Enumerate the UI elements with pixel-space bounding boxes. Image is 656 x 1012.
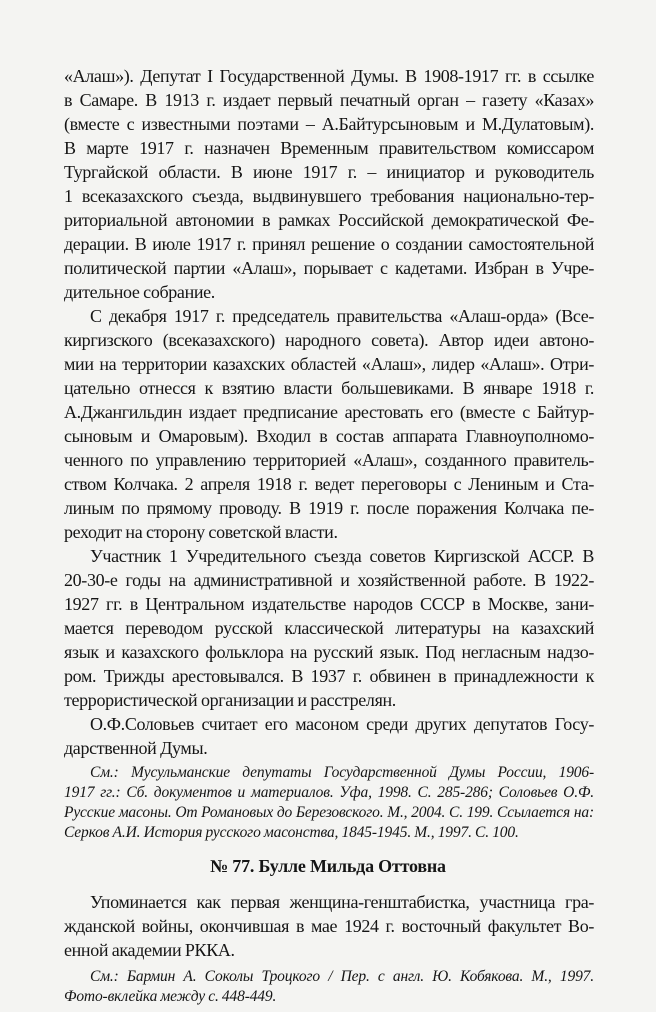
paragraph-1-line: «Алаш»). Депутат I Государственной Думы. В 1908-1917 гг. в ссылке (64, 66, 594, 86)
paragraph-1-line: Тургайской области. В июне 1917 г. – инициатор и руководитель (64, 162, 594, 182)
paragraph-2-line: мии на территории казахских областей «Алаш», лидер «Алаш». Отри- (64, 354, 594, 374)
paragraph-2-line: киргизского (всеказахского) народного совета). Автор идеи автоно- (64, 330, 594, 350)
paragraph-3-line: ром. Трижды арестовывался. В 1937 г. обвинен в принадлежности к (64, 666, 594, 686)
paragraph-2-line: А.Джангильдин издает предписание арестовать его (вместе с Байтур- (64, 402, 594, 422)
paragraph-3-line: мается переводом русской классической литературы на казахский (64, 618, 594, 638)
paragraph-2-line: реходит на сторону советской власти. (64, 522, 338, 542)
paragraph-2-line: С декабря 1917 г. председатель правительства «Алаш-орда» (Все- (90, 306, 594, 326)
citation-1-line: Серков А.И. История русского масонства, 1845-1945. М., 1997. С. 100. (64, 824, 519, 841)
paragraph-3-line: Участник 1 Учредительного съезда советов Киргизской АССР. В (90, 546, 594, 566)
paragraph-2-line: ченного по управлению территорией «Алаш», созданного правитель- (64, 450, 594, 470)
paragraph-3-line: язык и казахского фольклора на русский язык. Под негласным надзо- (64, 642, 594, 662)
citation-1-line: См.: Мусульманские депутаты Государственной Думы России, 1906- (90, 764, 594, 781)
citation-1-line: 1917 гг.: Сб. документов и материалов. Уфа, 1998. С. 285-286; Соловьев О.Ф. (64, 784, 594, 801)
paragraph-4-line: дарственной Думы. (64, 738, 208, 758)
paragraph-2-line: цательно отнесся к взятию власти большевиками. В январе 1918 г. (64, 378, 594, 398)
paragraph-1-line: 1 всеказахского съезда, выдвинувшего требования национально-тер- (64, 186, 594, 206)
paragraph-1-line: дерации. В июле 1917 г. принял решение о создании самостоятельной (64, 234, 594, 254)
paragraph-1-line: в Самаре. В 1913 г. издает первый печатный орган – газету «Казах» (64, 90, 594, 110)
paragraph-5-line: енной академии РККА. (64, 940, 235, 960)
paragraph-3-line: 1927 гг. в Центральном издательстве народов СССР в Москве, зани- (64, 594, 594, 614)
citation-2-line: Фото-вклейка между с. 448-449. (64, 988, 277, 1005)
paragraph-1-line: (вместе с известными поэтами – А.Байтурсыновым и М.Дулатовым). (64, 114, 594, 134)
entry-heading: № 77. Булле Мильда Оттовна (210, 856, 446, 876)
paragraph-3-line: 20-30-е годы на административной и хозяйственной работе. В 1922- (64, 570, 594, 590)
paragraph-1-line: В марте 1917 г. назначен Временным правительством комиссаром (64, 138, 594, 158)
paragraph-1-line: риториальной автономии в рамках Российской демократической Фе- (64, 210, 594, 230)
citation-2-line: См.: Бармин А. Соколы Троцкого / Пер. с англ. Ю. Кобякова. М., 1997. (90, 968, 594, 985)
citation-1-line: Русские масоны. От Романовых до Березовского. М., 2004. С. 199. Ссылается на: (64, 804, 594, 821)
paragraph-1-line: дительное собрание. (64, 282, 215, 302)
paragraph-2-line: линым по прямому проводу. В 1919 г. после поражения Колчака пе- (64, 498, 594, 518)
paragraph-3-line: террористической организации и расстрелян. (64, 690, 396, 710)
paragraph-2-line: ством Колчака. 2 апреля 1918 г. ведет переговоры с Лениным и Ста- (64, 474, 594, 494)
paragraph-2-line: сыновым и Омаровым). Входил в состав аппарата Главноуполномо- (64, 426, 594, 446)
paragraph-5-line: Упоминается как первая женщина-генштабистка, участница гра- (90, 892, 594, 912)
paragraph-1-line: политической партии «Алаш», порывает с кадетами. Избран в Учре- (64, 258, 594, 278)
paragraph-5-line: жданской войны, окончившая в мае 1924 г. восточный факультет Во- (64, 916, 594, 936)
paragraph-4-line: О.Ф.Соловьев считает его масоном среди других депутатов Госу- (90, 714, 594, 734)
